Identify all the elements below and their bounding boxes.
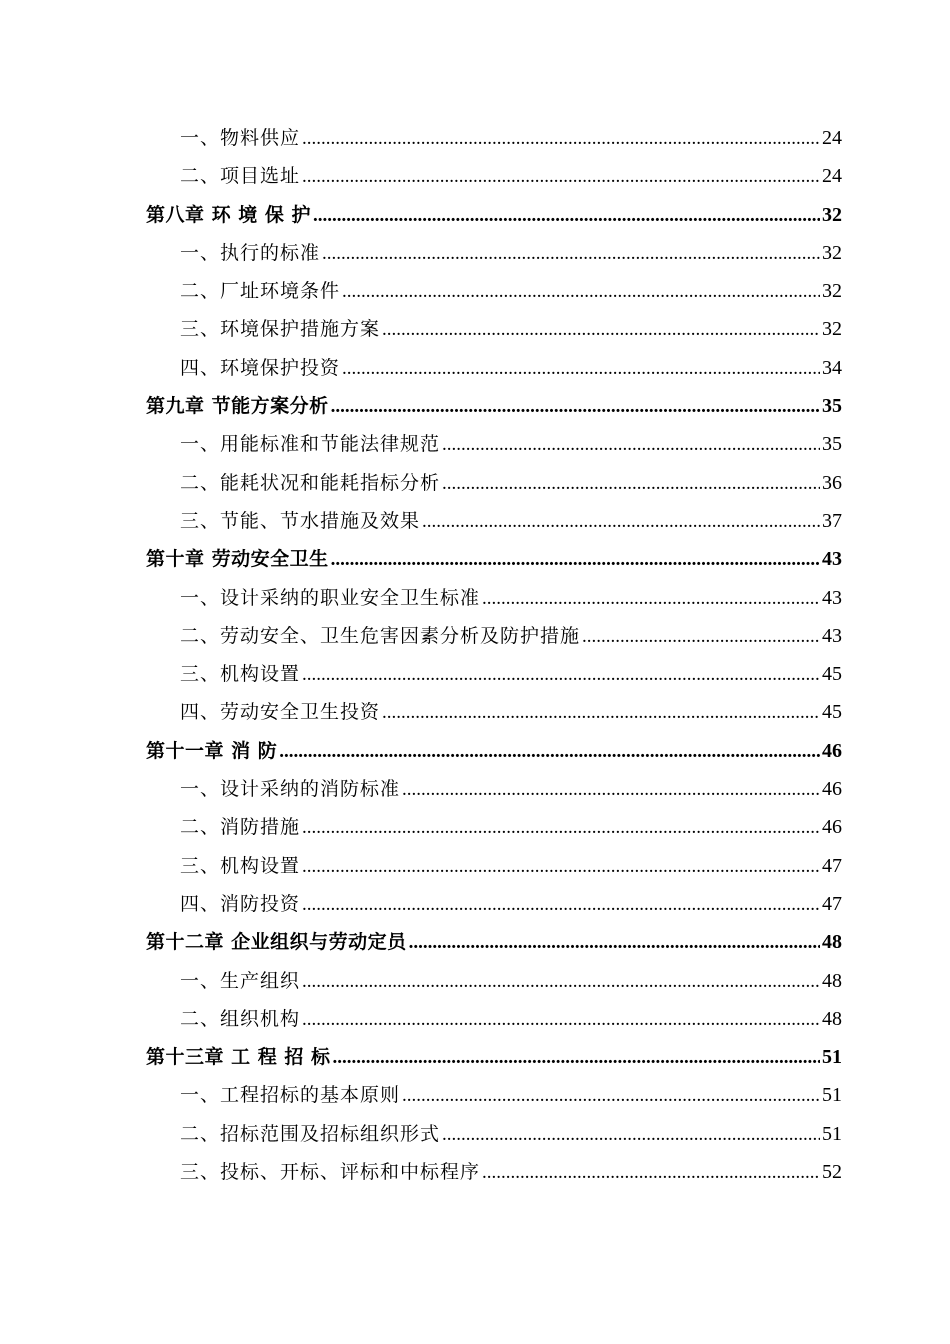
toc-chapter-title: 第十三章 工 程 招 标 bbox=[146, 1046, 331, 1069]
toc-page-number: 37 bbox=[822, 509, 842, 532]
dot-leader bbox=[482, 1154, 820, 1191]
toc-entry-title: 二、能耗状况和能耗指标分析 bbox=[180, 471, 441, 494]
toc-entry-27[interactable] bbox=[146, 1115, 842, 1153]
dot-leader bbox=[302, 120, 820, 157]
dot-leader bbox=[279, 733, 820, 770]
dot-leader bbox=[302, 656, 820, 693]
toc-entry-7[interactable] bbox=[146, 349, 842, 387]
toc-entry-title: 一、设计采纳的职业安全卫生标准 bbox=[180, 586, 481, 609]
toc-entry-19[interactable] bbox=[146, 808, 842, 846]
toc-entry-title: 一、执行的标准 bbox=[180, 241, 321, 264]
toc-entry-26[interactable] bbox=[146, 1076, 842, 1114]
toc-chapter-8[interactable] bbox=[146, 196, 842, 234]
toc-entry-title: 三、机构设置 bbox=[180, 854, 301, 877]
dot-leader bbox=[302, 886, 820, 923]
dot-leader bbox=[422, 503, 820, 540]
toc-chapter-title: 第九章 节能方案分析 bbox=[146, 395, 329, 418]
dot-leader bbox=[331, 388, 820, 425]
dot-leader bbox=[332, 1039, 820, 1076]
toc-page-number: 45 bbox=[822, 663, 842, 686]
toc-page-number: 36 bbox=[822, 471, 842, 494]
toc-entry-title: 一、设计采纳的消防标准 bbox=[180, 778, 401, 801]
dot-leader bbox=[302, 848, 820, 885]
toc-entry-9[interactable] bbox=[146, 425, 842, 463]
toc-entry-24[interactable] bbox=[146, 1000, 842, 1038]
toc-page-number: 35 bbox=[822, 395, 842, 418]
dot-leader bbox=[342, 350, 820, 387]
dot-leader bbox=[582, 618, 820, 655]
dot-leader bbox=[409, 924, 820, 961]
toc-page-number: 51 bbox=[822, 1122, 842, 1145]
toc-entry-title: 四、消防投资 bbox=[180, 892, 301, 915]
dot-leader bbox=[342, 273, 820, 310]
dot-leader bbox=[482, 580, 820, 617]
toc-page-number: 48 bbox=[822, 931, 842, 954]
toc-entry-13[interactable] bbox=[146, 579, 842, 617]
toc-entry-title: 三、机构设置 bbox=[180, 663, 301, 686]
toc-entry-23[interactable] bbox=[146, 962, 842, 1000]
toc-chapter-title: 第十一章 消 防 bbox=[146, 739, 278, 762]
toc-page-number: 45 bbox=[822, 701, 842, 724]
dot-leader bbox=[402, 771, 820, 808]
toc-entry-title: 二、厂址环境条件 bbox=[180, 280, 341, 303]
toc-entry-16[interactable] bbox=[146, 693, 842, 731]
dot-leader bbox=[302, 158, 820, 195]
toc-page-number: 34 bbox=[822, 356, 842, 379]
toc-page-number: 46 bbox=[822, 778, 842, 801]
dot-leader bbox=[402, 1077, 820, 1114]
dot-leader bbox=[302, 809, 820, 846]
toc-entry-15[interactable] bbox=[146, 655, 842, 693]
dot-leader bbox=[382, 311, 820, 348]
toc-entry-title: 一、用能标准和节能法律规范 bbox=[180, 433, 441, 456]
dot-leader bbox=[382, 694, 820, 731]
dot-leader bbox=[302, 963, 820, 1000]
toc-chapter-12[interactable] bbox=[146, 923, 842, 961]
dot-leader bbox=[322, 235, 820, 272]
toc-entry-10[interactable] bbox=[146, 464, 842, 502]
dot-leader bbox=[442, 426, 820, 463]
dot-leader bbox=[302, 1001, 820, 1038]
toc-page-number: 48 bbox=[822, 969, 842, 992]
toc-entry-4[interactable] bbox=[146, 234, 842, 272]
table-of-contents bbox=[146, 119, 842, 1191]
toc-chapter-10[interactable] bbox=[146, 540, 842, 578]
toc-page-number: 47 bbox=[822, 854, 842, 877]
toc-entry-5[interactable] bbox=[146, 272, 842, 310]
toc-chapter-title: 第十二章 企业组织与劳动定员 bbox=[146, 931, 407, 954]
toc-entry-6[interactable] bbox=[146, 310, 842, 348]
toc-page-number: 32 bbox=[822, 241, 842, 264]
toc-page-number: 52 bbox=[822, 1161, 842, 1184]
toc-page-number: 51 bbox=[822, 1084, 842, 1107]
toc-entry-14[interactable] bbox=[146, 617, 842, 655]
toc-page-number: 43 bbox=[822, 548, 842, 571]
toc-entry-title: 二、劳动安全、卫生危害因素分析及防护措施 bbox=[180, 624, 581, 647]
toc-page-number: 46 bbox=[822, 739, 842, 762]
dot-leader bbox=[313, 197, 820, 234]
toc-entry-title: 二、组织机构 bbox=[180, 1007, 301, 1030]
toc-entry-title: 四、劳动安全卫生投资 bbox=[180, 701, 381, 724]
toc-page-number: 47 bbox=[822, 892, 842, 915]
toc-page-number: 35 bbox=[822, 433, 842, 456]
toc-chapter-11[interactable] bbox=[146, 732, 842, 770]
toc-entry-title: 二、招标范围及招标组织形式 bbox=[180, 1122, 441, 1145]
toc-entry-title: 一、生产组织 bbox=[180, 969, 301, 992]
toc-page-number: 32 bbox=[822, 280, 842, 303]
toc-page-number: 32 bbox=[822, 203, 842, 226]
toc-chapter-title: 第十章 劳动安全卫生 bbox=[146, 548, 329, 571]
toc-chapter-title: 第八章 环 境 保 护 bbox=[146, 203, 311, 226]
dot-leader bbox=[442, 1116, 820, 1153]
dot-leader bbox=[442, 465, 820, 502]
toc-page-number: 46 bbox=[822, 816, 842, 839]
toc-entry-2[interactable] bbox=[146, 157, 842, 195]
toc-entry-20[interactable] bbox=[146, 847, 842, 885]
toc-chapter-9[interactable] bbox=[146, 387, 842, 425]
toc-page-number: 32 bbox=[822, 318, 842, 341]
toc-chapter-13[interactable] bbox=[146, 1038, 842, 1076]
toc-entry-18[interactable] bbox=[146, 770, 842, 808]
toc-page-number: 48 bbox=[822, 1007, 842, 1030]
toc-entry-title: 一、工程招标的基本原则 bbox=[180, 1084, 401, 1107]
toc-page-number: 24 bbox=[822, 127, 842, 149]
toc-page-number: 43 bbox=[822, 586, 842, 609]
toc-entry-title: 三、节能、节水措施及效果 bbox=[180, 509, 421, 532]
toc-page-number: 43 bbox=[822, 624, 842, 647]
toc-entry-title: 一、物料供应 bbox=[180, 127, 301, 149]
toc-entry-1[interactable] bbox=[146, 119, 842, 157]
toc-entry-28[interactable] bbox=[146, 1153, 842, 1191]
toc-entry-11[interactable] bbox=[146, 502, 842, 540]
toc-entry-title: 三、投标、开标、评标和中标程序 bbox=[180, 1161, 481, 1184]
toc-entry-21[interactable] bbox=[146, 885, 842, 923]
toc-page-number: 51 bbox=[822, 1046, 842, 1069]
toc-entry-title: 三、环境保护措施方案 bbox=[180, 318, 381, 341]
toc-entry-title: 四、环境保护投资 bbox=[180, 356, 341, 379]
toc-page-number: 24 bbox=[822, 165, 842, 188]
toc-entry-title: 二、项目选址 bbox=[180, 165, 301, 188]
toc-entry-title: 二、消防措施 bbox=[180, 816, 301, 839]
dot-leader bbox=[331, 541, 820, 578]
